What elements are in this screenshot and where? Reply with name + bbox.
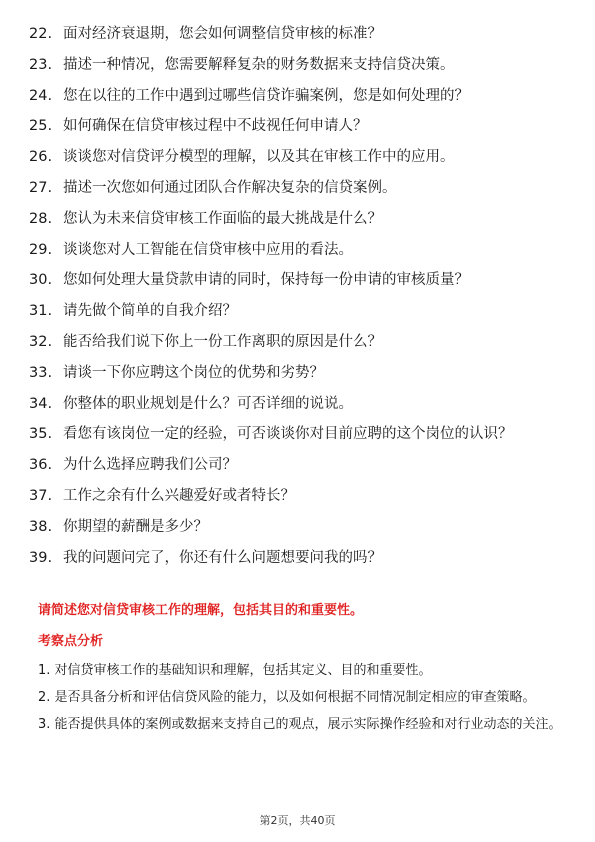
question-item <box>29 394 559 414</box>
question-number: 39. <box>29 549 53 566</box>
question-number: 24. <box>29 87 53 104</box>
question-text: 工作之余有什么兴趣爱好或者特长？ <box>63 487 295 504</box>
question-item <box>29 147 559 167</box>
question-text: 您如何处理大量贷款申请的同时，保持每一份申请的审核质量？ <box>63 272 469 289</box>
question-number: 26. <box>29 149 53 166</box>
question-item <box>29 178 559 198</box>
question-item <box>29 486 559 506</box>
analysis-point: 2. 是否具备分析和评估信贷风险的能力，以及如何根据不同情况制定相应的审查策略。 <box>38 690 536 705</box>
question-text: 我的问题问完了，你还有什么问题想要问我的吗？ <box>63 549 382 566</box>
question-text: 描述一次您如何通过团队合作解决复杂的信贷案例。 <box>63 179 397 196</box>
question-text: 谈谈您对人工智能在信贷审核中应用的看法。 <box>63 241 353 258</box>
question-text: 面对经济衰退期，您会如何调整信贷审核的标准？ <box>63 26 382 42</box>
question-item <box>29 24 559 44</box>
question-number: 36. <box>29 457 53 474</box>
question-number: 31. <box>29 303 53 320</box>
analysis-heading: 考察点分析 <box>38 634 104 649</box>
question-text: 您在以往的工作中遇到过哪些信贷诈骗案例，您是如何处理的？ <box>63 87 469 104</box>
page-number: 第2页，共40页 <box>259 814 336 827</box>
question-text: 如何确保在信贷审核过程中不歧视任何申请人？ <box>63 118 368 135</box>
question-number: 25. <box>29 118 53 135</box>
question-text: 你期望的薪酬是多少？ <box>63 518 208 535</box>
question-item <box>29 55 559 75</box>
question-number: 38. <box>29 518 53 535</box>
question-item <box>29 363 559 383</box>
question-item <box>29 270 559 290</box>
question-text: 谈谈您对信贷评分模型的理解，以及其在审核工作中的应用。 <box>63 149 455 166</box>
question-text: 请谈一下你应聘这个岗位的优势和劣势？ <box>63 364 324 381</box>
question-item <box>29 86 559 106</box>
question-number: 22. <box>29 26 53 42</box>
question-number: 28. <box>29 210 53 227</box>
question-number: 23. <box>29 56 53 73</box>
question-item <box>29 209 559 229</box>
section-heading: 请简述您对信贷审核工作的理解，包括其目的和重要性。 <box>38 603 364 618</box>
question-item <box>29 332 559 352</box>
question-number: 27. <box>29 179 53 196</box>
question-number: 33. <box>29 364 53 381</box>
question-text: 你整体的职业规划是什么？可否详细的说说。 <box>63 395 353 412</box>
question-number: 32. <box>29 333 53 350</box>
question-number: 30. <box>29 272 53 289</box>
analysis-list <box>38 660 563 741</box>
analysis-point: 1. 对信贷审核工作的基础知识和理解，包括其定义、目的和重要性。 <box>38 663 432 678</box>
question-text: 为什么选择应聘我们公司？ <box>63 457 237 474</box>
question-item <box>29 517 559 537</box>
question-item <box>29 548 559 568</box>
analysis-point: 3. 能否提供具体的案例或数据来支持自己的观点，展示实际操作经验和对行业动态的关注。 <box>38 717 562 732</box>
question-number: 35. <box>29 426 53 443</box>
question-text: 请先做个简单的自我介绍？ <box>63 303 237 320</box>
question-item <box>29 240 559 260</box>
question-list <box>29 24 559 578</box>
question-number: 37. <box>29 487 53 504</box>
question-text: 描述一种情况，您需要解释复杂的财务数据来支持信贷决策。 <box>63 56 455 73</box>
question-item <box>29 455 559 475</box>
question-text: 您认为未来信贷审核工作面临的最大挑战是什么？ <box>63 210 382 227</box>
question-number: 29. <box>29 241 53 258</box>
question-number: 34. <box>29 395 53 412</box>
question-text: 看您有该岗位一定的经验，可否谈谈你对目前应聘的这个岗位的认识？ <box>63 426 513 443</box>
question-text: 能否给我们说下你上一份工作离职的原因是什么？ <box>63 333 382 350</box>
question-item <box>29 116 559 136</box>
question-item <box>29 301 559 321</box>
question-item <box>29 424 559 444</box>
